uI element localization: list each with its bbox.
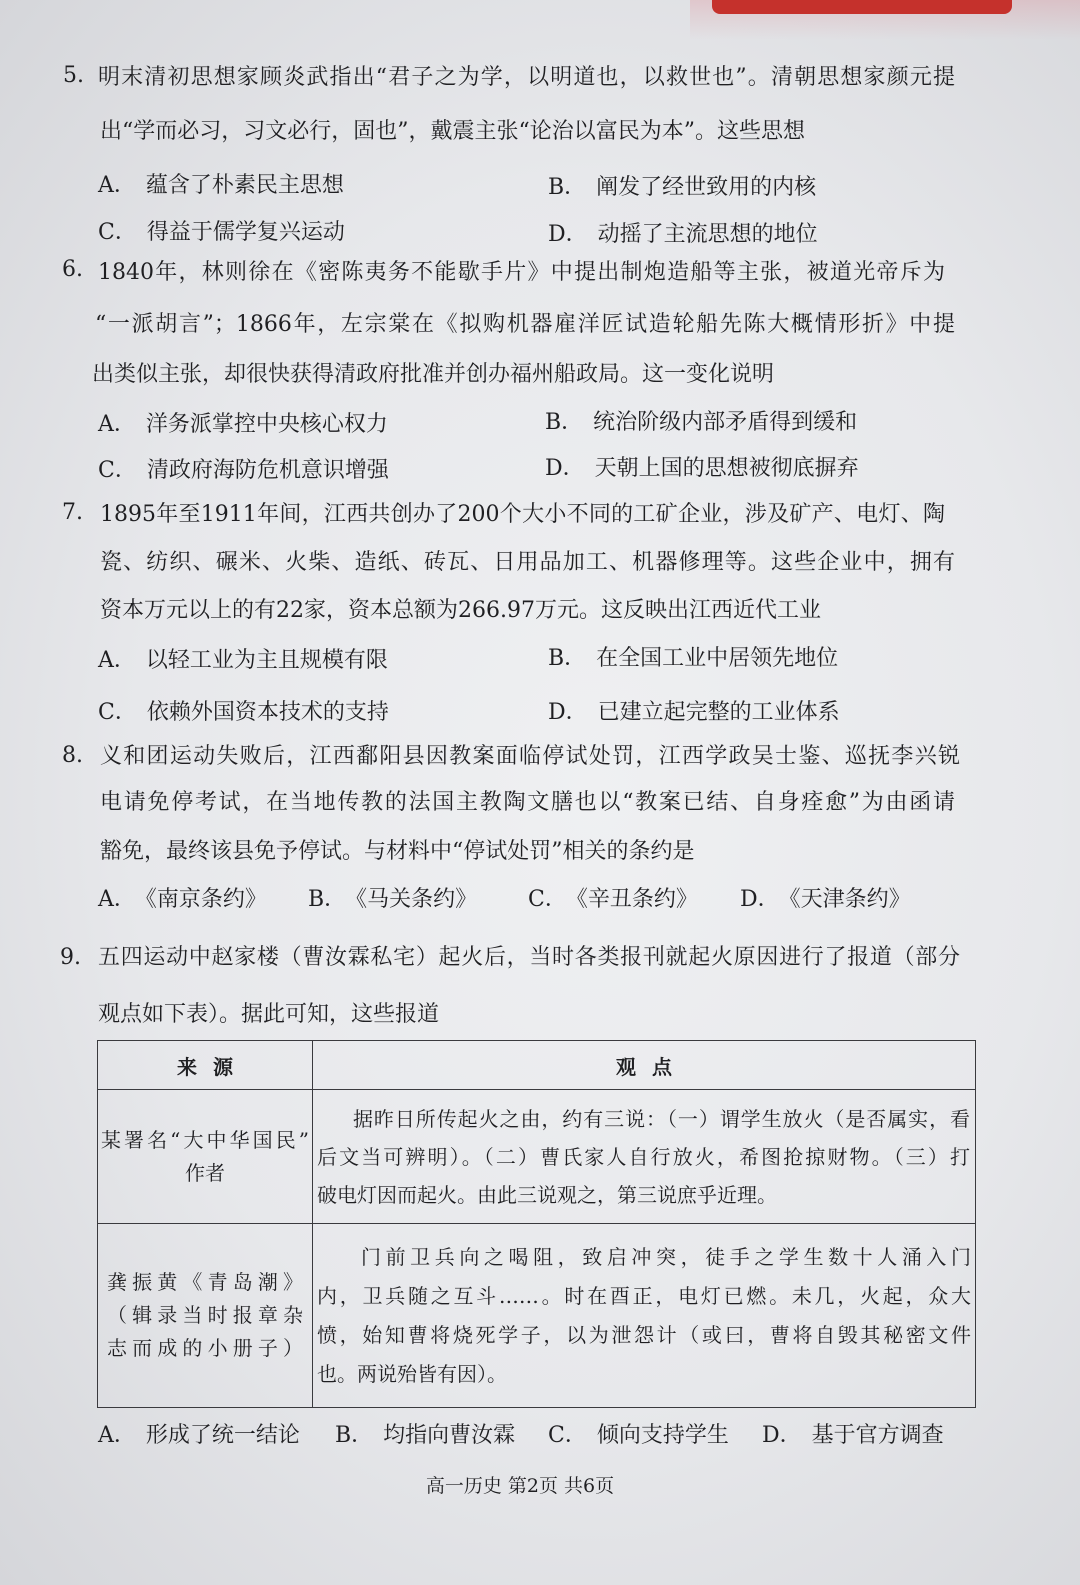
option-c bbox=[548, 1422, 729, 1450]
option-a bbox=[98, 172, 344, 200]
question-stem-line: 1895年至1911年间，江西共创办了200个大小不同的工矿企业，涉及矿产、电灯、陶 bbox=[100, 502, 945, 527]
question-stem-line: 五四运动中赵家楼（曹汝霖私宅）起火后，当时各类报刊就起火原因进行了报道（部分 bbox=[98, 945, 960, 970]
option-b bbox=[335, 1422, 515, 1450]
source-line: 龚振黄《青岛潮》 bbox=[107, 1270, 303, 1294]
question-stem-line: 观点如下表）。据此可知，这些报道 bbox=[98, 1002, 440, 1027]
option-label: A． bbox=[98, 648, 136, 673]
source-line: 作者 bbox=[185, 1160, 225, 1185]
table-cell-source bbox=[98, 1224, 313, 1408]
option-label: D． bbox=[548, 700, 588, 725]
view-line: 内，卫兵随之互斗……。时在酉正，电灯已燃。未几，火起，众大 bbox=[317, 1283, 971, 1308]
table-row bbox=[98, 1090, 976, 1224]
table-row bbox=[98, 1224, 976, 1408]
option-text: 动摇了主流思想的地位 bbox=[597, 222, 818, 247]
option-label: A． bbox=[98, 887, 136, 912]
option-label: C． bbox=[98, 458, 137, 483]
page-footer: 高一历史 第2页 共6页 bbox=[425, 1475, 615, 1497]
table-header-view: 观点 bbox=[313, 1041, 976, 1090]
view-line: 愤，始知曹将烧死学子，以为泄怨计（或曰，曹将自毁其秘密文件 bbox=[317, 1322, 971, 1347]
option-label: C． bbox=[98, 700, 137, 725]
option-text: 依赖外国资本技术的支持 bbox=[146, 700, 389, 725]
option-text: 洋务派掌控中央核心权力 bbox=[145, 412, 388, 437]
view-line: 破电灯因而起火。由此三说观之，第三说庶乎近理。 bbox=[317, 1182, 777, 1207]
option-text: 《马关条约》 bbox=[356, 887, 478, 912]
option-text: 天朝上国的思想被彻底摒弃 bbox=[594, 456, 859, 481]
question-number: 6. bbox=[62, 257, 83, 282]
table-header-row bbox=[98, 1041, 976, 1090]
option-c bbox=[98, 699, 389, 727]
source-view-table bbox=[97, 1040, 976, 1408]
option-text: 以轻工业为主且规模有限 bbox=[145, 648, 388, 673]
option-d bbox=[545, 455, 859, 483]
option-text: 形成了统一结论 bbox=[145, 1423, 300, 1448]
option-label: B． bbox=[548, 646, 587, 671]
table-header-source: 来源 bbox=[98, 1041, 313, 1090]
option-label: B． bbox=[308, 887, 347, 912]
option-b bbox=[548, 645, 838, 673]
source-line: （辑录当时报章杂 bbox=[107, 1303, 303, 1327]
option-text: 均指向曹汝霖 bbox=[383, 1423, 516, 1448]
option-label: A． bbox=[98, 1423, 136, 1448]
option-d bbox=[762, 1422, 944, 1450]
question-stem-line: 豁免，最终该县免予停试。与材料中“停试处罚”相关的条约是 bbox=[100, 839, 695, 864]
question-stem-line: 电请免停考试，在当地传教的法国主教陶文膳也以“教案已结、自身痊愈”为由函请 bbox=[100, 790, 955, 815]
option-label: B． bbox=[335, 1423, 374, 1448]
option-a bbox=[98, 647, 388, 675]
option-label: C． bbox=[548, 1423, 587, 1448]
question-stem-line: 出“学而必习，习文必行，固也”，戴震主张“论治以富民为本”。这些思想 bbox=[100, 119, 805, 144]
option-c bbox=[98, 219, 345, 247]
question-stem-line: 义和团运动失败后，江西鄱阳县因教案面临停试处罚，江西学政吴士鉴、巡抚李兴锐 bbox=[100, 744, 960, 769]
option-c bbox=[528, 886, 698, 914]
option-text: 在全国工业中居领先地位 bbox=[596, 646, 839, 671]
table-cell-view bbox=[313, 1224, 976, 1408]
table-cell-source bbox=[98, 1090, 313, 1224]
question-number: 9. bbox=[60, 945, 81, 970]
question-stem-line: 出类似主张，却很快获得清政府批准并创办福州船政局。这一变化说明 bbox=[92, 362, 775, 387]
option-text: 得益于儒学复兴运动 bbox=[146, 220, 345, 245]
question-number: 8. bbox=[62, 743, 83, 768]
table-cell-view bbox=[313, 1090, 976, 1224]
option-b bbox=[548, 174, 816, 202]
question-number: 5. bbox=[63, 63, 84, 88]
question-stem-line: 明末清初思想家顾炎武指出“君子之为学，以明道也，以救世也”。清朝思想家颜元提 bbox=[98, 65, 955, 90]
option-label: D． bbox=[740, 887, 780, 912]
option-text: 统治阶级内部矛盾得到缓和 bbox=[593, 410, 858, 435]
view-line: 也。两说殆皆有因）。 bbox=[317, 1361, 507, 1386]
question-stem-line: 瓷、纺织、碾米、火柴、造纸、砖瓦、日用品加工、机器修理等。这些企业中，拥有 bbox=[100, 550, 955, 575]
option-text: 《辛丑条约》 bbox=[576, 887, 698, 912]
view-line: 据昨日所传起火之由，约有三说：（一）谓学生放火（是否属实，看 bbox=[353, 1106, 970, 1131]
view-line: 门前卫兵向之喝阻，致启冲突，徒手之学生数十人涌入门 bbox=[361, 1244, 971, 1269]
option-text: 阐发了经世致用的内核 bbox=[596, 175, 817, 200]
option-b bbox=[308, 886, 477, 914]
option-label: B． bbox=[548, 175, 587, 200]
option-a bbox=[98, 886, 267, 914]
option-label: A． bbox=[98, 173, 136, 198]
option-d bbox=[548, 699, 840, 727]
option-a bbox=[98, 411, 388, 439]
option-d bbox=[548, 221, 818, 249]
option-label: B． bbox=[545, 410, 584, 435]
question-stem-line: 资本万元以上的有22家，资本总额为266.97万元。这反映出江西近代工业 bbox=[100, 598, 821, 623]
question-number: 7. bbox=[62, 500, 83, 525]
option-label: C． bbox=[528, 887, 567, 912]
option-label: C． bbox=[98, 220, 137, 245]
option-d bbox=[740, 886, 911, 914]
question-stem-line: “一派胡言”；1866年，左宗棠在《拟购机器雇洋匠试造轮船先陈大概情形折》中提 bbox=[95, 312, 955, 337]
option-label: D． bbox=[548, 222, 588, 247]
question-stem-line: 1840年，林则徐在《密陈夷务不能歇手片》中提出制炮造船等主张，被道光帝斥为 bbox=[98, 260, 945, 285]
option-text: 蕴含了朴素民主思想 bbox=[145, 173, 344, 198]
source-line: 志而成的小册子） bbox=[107, 1336, 303, 1360]
source-line: 某署名“大中华国民” bbox=[101, 1127, 309, 1152]
option-text: 基于官方调查 bbox=[811, 1423, 944, 1448]
option-b bbox=[545, 409, 857, 437]
option-text: 《天津条约》 bbox=[789, 887, 911, 912]
red-stamp bbox=[712, 0, 1012, 14]
option-label: D． bbox=[545, 456, 585, 481]
option-text: 倾向支持学生 bbox=[596, 1423, 729, 1448]
option-text: 清政府海防危机意识增强 bbox=[146, 458, 389, 483]
option-label: D． bbox=[762, 1423, 802, 1448]
option-text: 《南京条约》 bbox=[145, 887, 267, 912]
option-c bbox=[98, 457, 389, 485]
option-text: 已建立起完整的工业体系 bbox=[597, 700, 840, 725]
option-label: A． bbox=[98, 412, 136, 437]
option-a bbox=[98, 1422, 300, 1450]
view-line: 后文当可辨明）。（二）曹氏家人自行放火，希图抢掠财物。（三）打 bbox=[317, 1144, 970, 1169]
